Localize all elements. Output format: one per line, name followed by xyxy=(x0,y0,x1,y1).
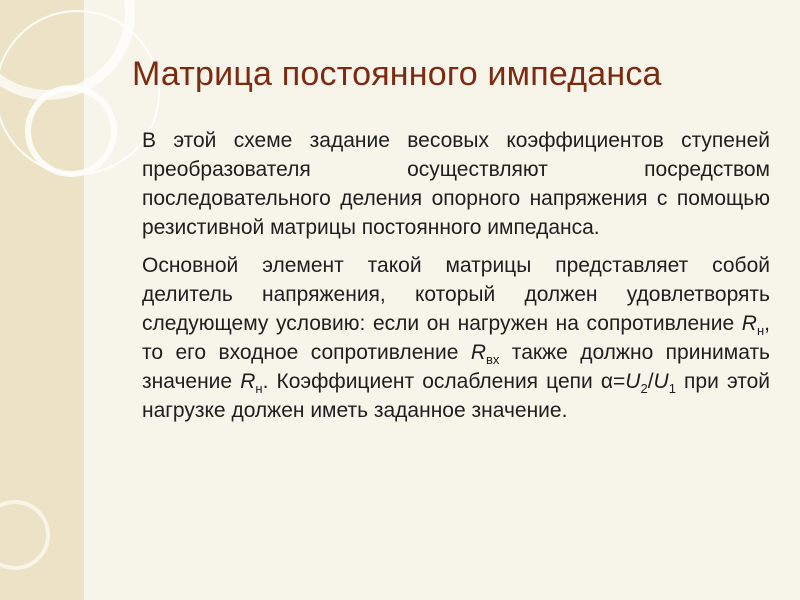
resistance-load-symbol: R xyxy=(741,312,757,335)
text-segment: , то его входное сопротивление xyxy=(142,312,770,364)
paragraph-1: В этой схеме задание весовых коэффициентов ступеней преобразователя осуществляют посредством последовательного деления опорного напряжения с помощью резистивной матрицы постоянного импеданса. xyxy=(142,129,770,239)
paragraph-2 xyxy=(142,251,770,425)
slide-title: Матрица постоянного импеданса xyxy=(132,55,662,93)
slide-body xyxy=(142,126,770,434)
resistance-input-symbol: R xyxy=(470,341,486,364)
voltage-u2-symbol: U xyxy=(625,370,641,393)
slash: / xyxy=(647,370,654,393)
text-segment: . Коэффициент ослабления цепи α= xyxy=(262,370,626,393)
subscript: н xyxy=(756,323,765,339)
decorative-circle xyxy=(25,85,117,177)
subscript: вх xyxy=(485,352,500,368)
text-segment: Основной элемент такой матрицы представляет собой делитель напряжения, который должен удовлетворять следующему условию: если он нагружен на сопротивление xyxy=(142,254,770,335)
voltage-u1-symbol: U xyxy=(653,370,669,393)
resistance-load-symbol: R xyxy=(240,370,256,393)
text-segment: также должно принимать значение xyxy=(142,341,771,393)
subscript: 2 xyxy=(640,381,648,397)
subscript: н xyxy=(255,381,263,397)
text-segment: при этой нагрузке должен иметь заданное значение. xyxy=(142,370,771,422)
subscript: 1 xyxy=(668,381,676,397)
